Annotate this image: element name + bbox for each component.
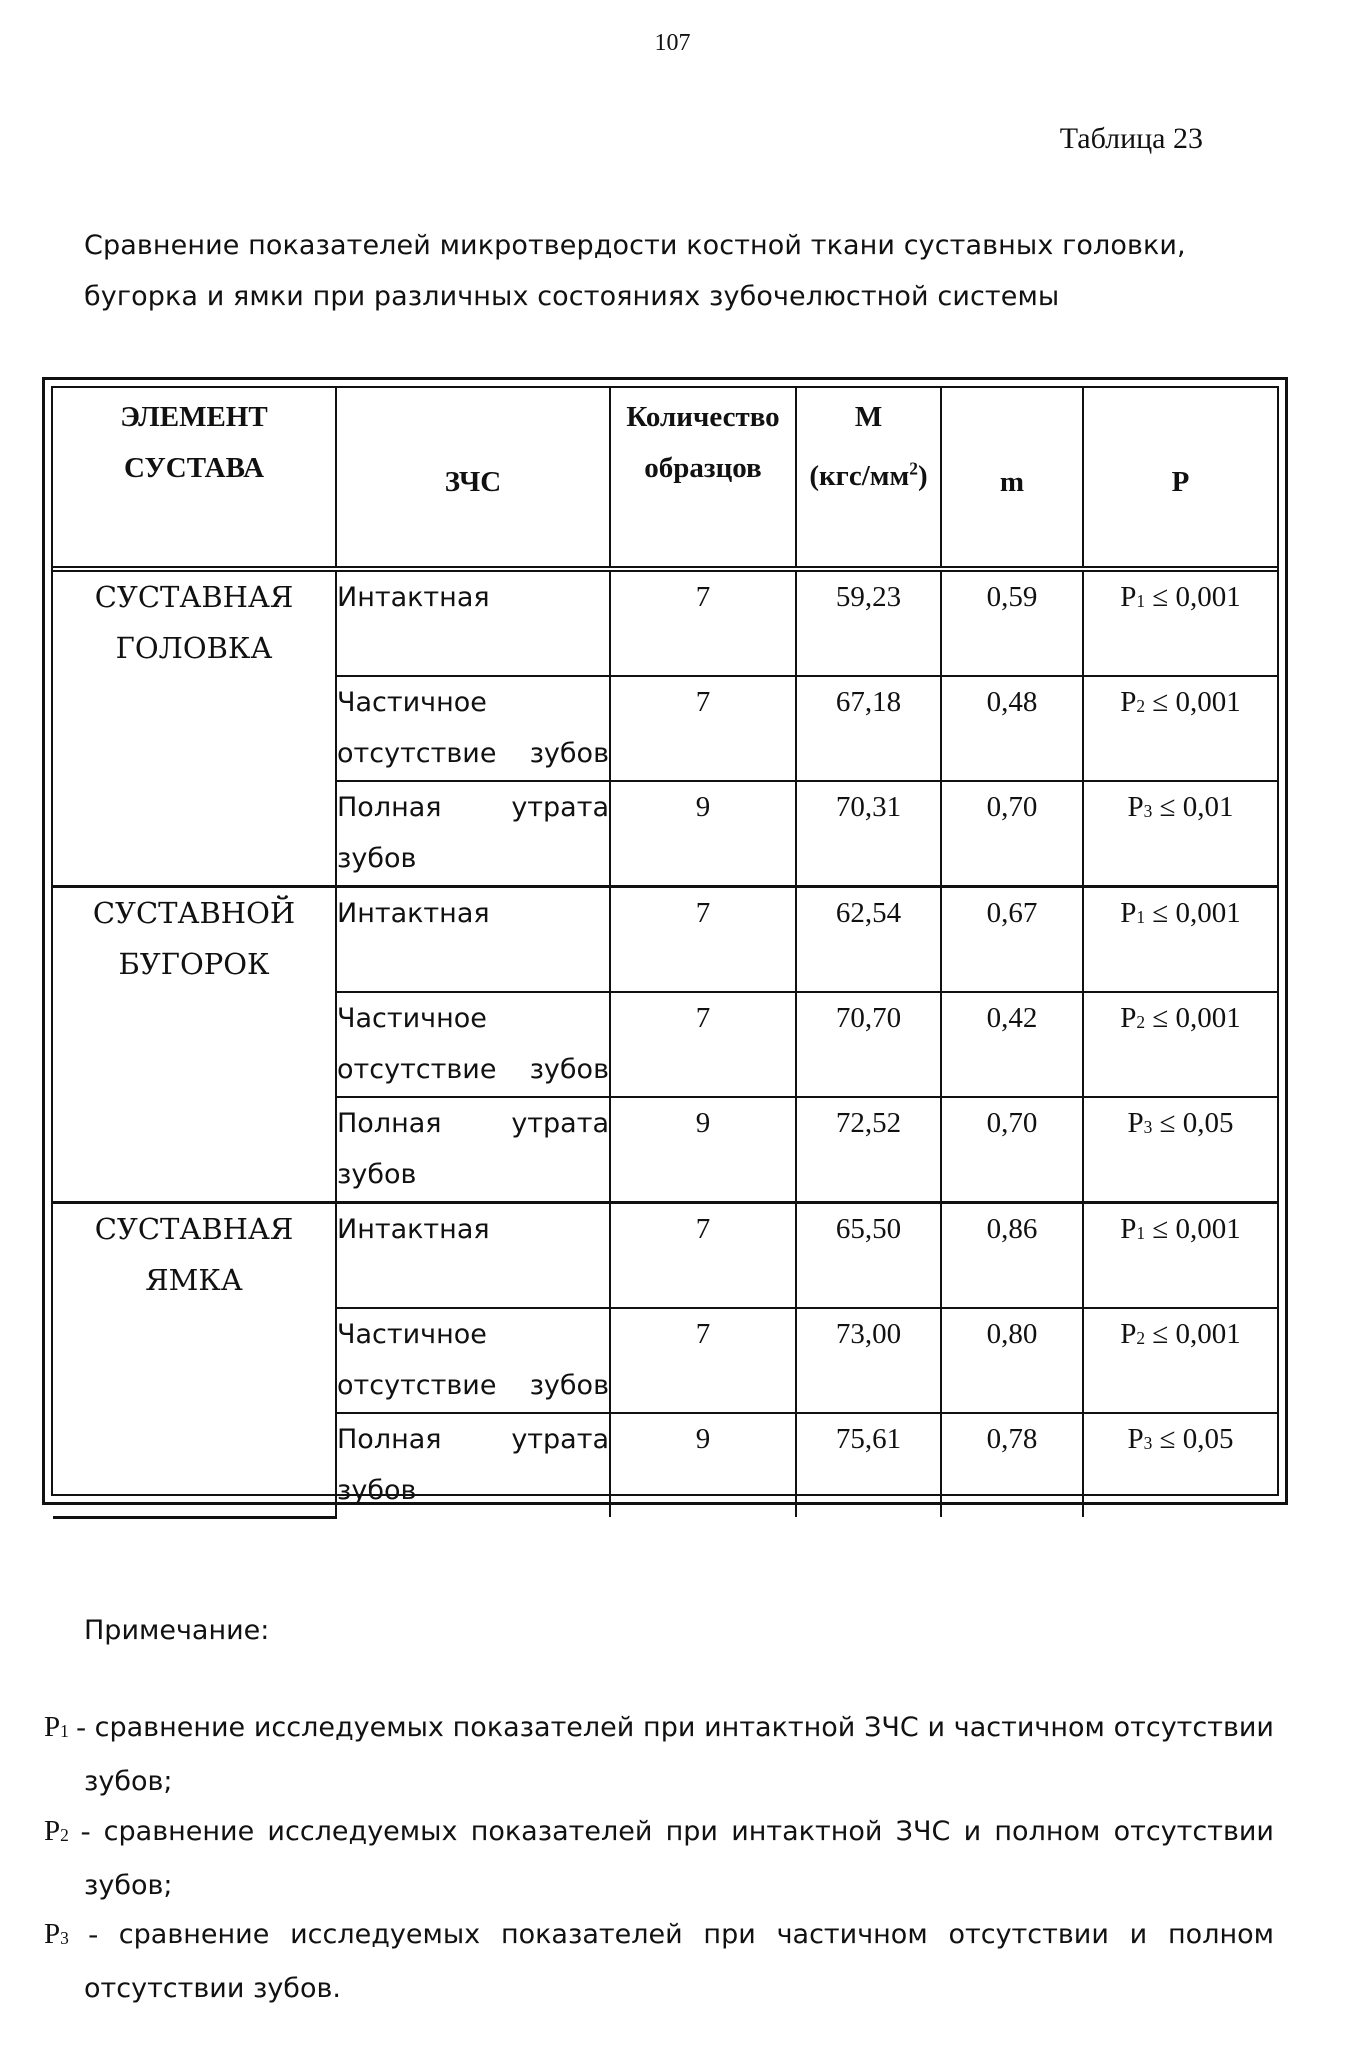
joint-element-line1: СУСТАВНАЯ [94,1212,294,1246]
p-value-cell: $P_3 \le 0,01$ [1083,781,1277,887]
count-cell: 7 [610,1308,796,1413]
data-table [53,388,1277,1519]
zchs-cell: Частичное отсутствие зубов [336,1308,610,1413]
error-cell: 0,86 [941,1203,1083,1309]
data-table-frame [42,377,1288,1505]
joint-element-line1: СУСТАВНОЙ [92,896,296,930]
p-value-cell: $P_2 \le 0,001$ [1083,676,1277,781]
p-value-cell: $P_3 \le 0,05$ [1083,1097,1277,1203]
joint-element-line2: ГОЛОВКА [115,631,273,665]
mean-cell: 70,70 [796,992,941,1097]
count-cell: 7 [610,569,796,676]
note-p1-line1: $P_1$ - сравнение исследуемых показателей при интактной ЗЧС и частичном отсутствии [44,1711,1274,1743]
error-cell: 0,48 [941,676,1083,781]
note-p1-line2: зубов; [84,1766,173,1797]
joint-element-line2: ЯМКА [145,1263,243,1297]
mean-cell: 65,50 [796,1203,941,1309]
count-cell: 9 [610,1413,796,1517]
error-cell: 0,78 [941,1413,1083,1517]
note-p3 [44,1909,1274,2014]
zchs-cell: Полная утрата зубов [336,1413,610,1517]
zchs-cell: Полная утрата зубов [336,1097,610,1203]
count-cell: 7 [610,1203,796,1309]
header-mean-line2: $(кгс/мм^2)$ [809,458,928,492]
note-p1 [44,1702,1274,1807]
zchs-cell: Частичное отсутствие зубов [336,676,610,781]
note-p2-label: $P_2$ - [44,1815,91,1847]
count-cell: 9 [610,1097,796,1203]
p-value-cell: $P_1 \le 0,001$ [1083,887,1277,993]
header-zchs: ЗЧС [336,388,610,569]
note-p1-label: $P_1$ - [44,1711,86,1743]
error-cell: 0,70 [941,781,1083,887]
zchs-cell: Интактная [336,1203,610,1309]
note-p3-line2: отсутствии зубов. [84,1973,341,2004]
count-cell: 9 [610,781,796,887]
error-cell: 0,67 [941,887,1083,993]
header-p: P [1083,388,1277,569]
header-element [53,388,336,569]
note-title: Примечание: [84,1615,270,1646]
note-p3-line1: $P_3$ - сравнение исследуемых показателей при частичном отсутствии и полном [44,1918,1274,1950]
page-number: 107 [654,30,691,56]
joint-element-cell [53,569,336,887]
mean-cell: 67,18 [796,676,941,781]
count-cell: 7 [610,992,796,1097]
note-p2-line1: $P_2$ - сравнение исследуемых показателей при интактной ЗЧС и полном отсутствии [44,1815,1274,1847]
header-count-line2: образцов [644,452,762,484]
joint-element-line2: БУГОРОК [118,947,270,981]
note-p2-line2: зубов; [84,1870,173,1901]
error-cell: 0,80 [941,1308,1083,1413]
p-value-cell: $P_1 \le 0,001$ [1083,1203,1277,1309]
mean-cell: 59,23 [796,569,941,676]
count-cell: 7 [610,887,796,993]
joint-element-cell [53,1203,336,1518]
table-title: Сравнение показателей микротвердости костной ткани суставных головки, бугорка и ямки при различных состояниях зубочелюстной системы [84,230,1186,312]
header-element-line1: ЭЛЕМЕНТ [120,401,268,433]
zchs-cell: Полная утрата зубов [336,781,610,887]
mean-cell: 72,52 [796,1097,941,1203]
header-count [610,388,796,569]
header-m: m [941,388,1083,569]
table-row [53,887,1277,993]
note-p3-label: $P_3$ - [44,1918,98,1950]
note-p2 [44,1806,1274,1911]
mean-cell: 62,54 [796,887,941,993]
header-row [53,388,1277,569]
mean-cell: 73,00 [796,1308,941,1413]
joint-element-line1: СУСТАВНАЯ [94,580,294,614]
table-caption: Таблица 23 [1059,122,1203,155]
p-value-cell: $P_1 \le 0,001$ [1083,569,1277,676]
mean-cell: 70,31 [796,781,941,887]
table-body [53,569,1277,1517]
joint-element-cell [53,887,336,1203]
zchs-cell: Интактная [336,887,610,993]
p-value-cell: $P_2 \le 0,001$ [1083,1308,1277,1413]
header-element-line2: СУСТАВА [123,452,265,484]
header-mean [796,388,941,569]
count-cell: 7 [610,676,796,781]
header-mean-line1: M [854,401,883,433]
p-value-cell: $P_3 \le 0,05$ [1083,1413,1277,1517]
zchs-cell: Интактная [336,569,610,676]
mean-cell: 75,61 [796,1413,941,1517]
error-cell: 0,70 [941,1097,1083,1203]
error-cell: 0,42 [941,992,1083,1097]
data-table-inner [51,386,1279,1506]
table-row [53,1203,1277,1309]
zchs-cell: Частичное отсутствие зубов [336,992,610,1097]
table-row [53,569,1277,676]
error-cell: 0,59 [941,569,1083,676]
p-value-cell: $P_2 \le 0,001$ [1083,992,1277,1097]
header-count-line1: Количество [626,401,780,433]
